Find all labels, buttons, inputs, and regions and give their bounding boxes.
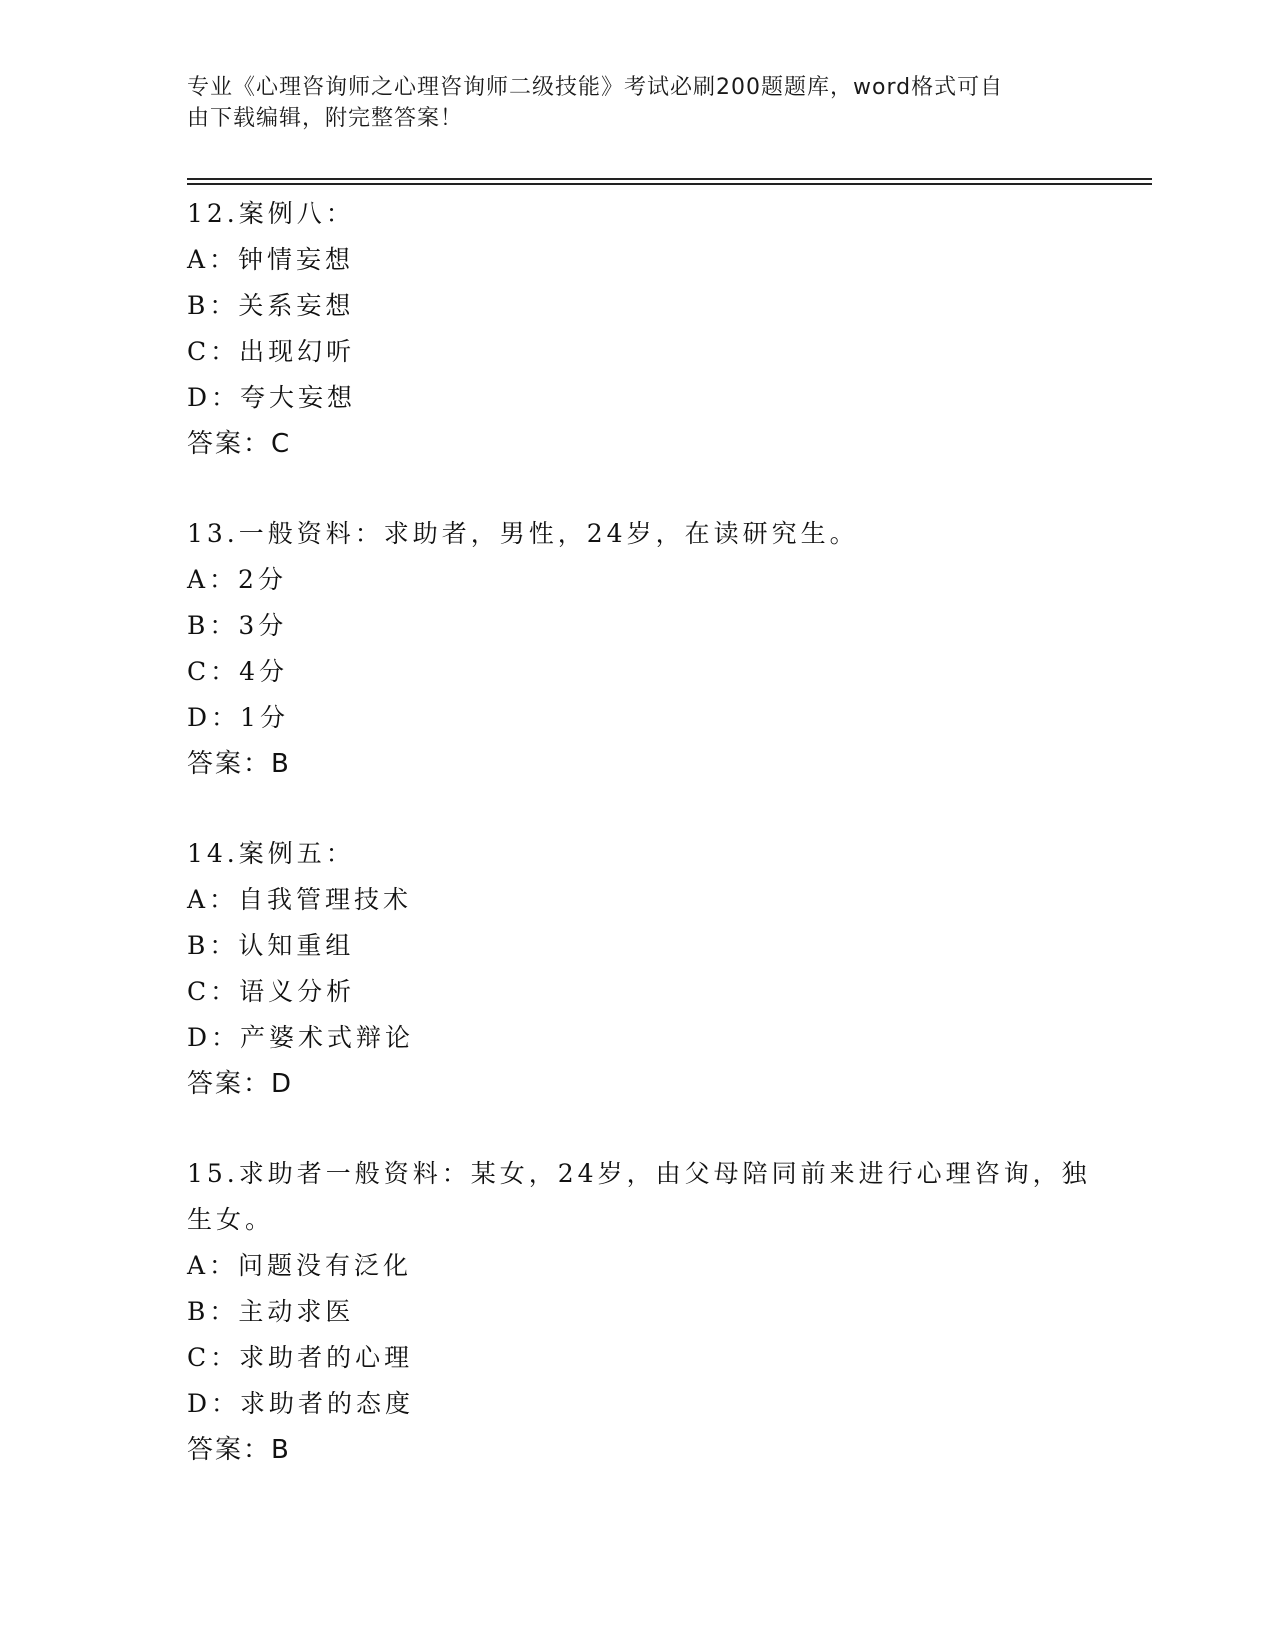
question-title: 14.案例五： xyxy=(187,839,355,868)
option-d: D：求助者的态度 xyxy=(187,1389,415,1418)
question-13 xyxy=(187,511,1087,787)
option-d: D：1分 xyxy=(187,703,289,732)
answer-label: 答案：B xyxy=(187,1435,291,1465)
question-title-line-1: 15.求助者一般资料：某女，24岁，由父母陪同前来进行心理咨询，独 xyxy=(187,1159,1091,1188)
option-a: A：自我管理技术 xyxy=(187,885,413,914)
question-title-line-2: 生女。 xyxy=(187,1205,275,1234)
option-a: A：2分 xyxy=(187,565,287,594)
question-list xyxy=(187,191,1091,1517)
option-b: B：主动求医 xyxy=(187,1297,355,1326)
answer-label: 答案：C xyxy=(187,429,292,459)
question-title: 13.一般资料：求助者，男性，24岁，在读研究生。 xyxy=(187,519,859,548)
option-c: C：4分 xyxy=(187,657,289,686)
option-c: C：求助者的心理 xyxy=(187,1343,414,1372)
option-a: A：问题没有泛化 xyxy=(187,1251,413,1280)
header-divider-bottom xyxy=(187,183,1152,185)
question-15 xyxy=(187,1151,1091,1473)
option-d: D：夸大妄想 xyxy=(187,383,357,412)
option-b: B：3分 xyxy=(187,611,288,640)
answer-label: 答案：D xyxy=(187,1069,294,1099)
header-line-1: 专业《心理咨询师之心理咨询师二级技能》考试必刷200题题库，word格式可自 xyxy=(187,75,1004,100)
header-divider-top xyxy=(187,178,1152,180)
answer-label: 答案：B xyxy=(187,749,291,779)
option-c: C：语义分析 xyxy=(187,977,356,1006)
option-b: B：关系妄想 xyxy=(187,291,355,320)
header-line-2: 由下载编辑，附完整答案！ xyxy=(187,106,464,131)
option-b: B：认知重组 xyxy=(187,931,355,960)
option-c: C：出现幻听 xyxy=(187,337,356,366)
option-a: A：钟情妄想 xyxy=(187,245,355,274)
document-header xyxy=(187,72,1067,134)
question-14 xyxy=(187,831,1087,1107)
question-12 xyxy=(187,191,1087,467)
option-d: D：产婆术式辩论 xyxy=(187,1023,415,1052)
question-title: 12.案例八： xyxy=(187,199,355,228)
